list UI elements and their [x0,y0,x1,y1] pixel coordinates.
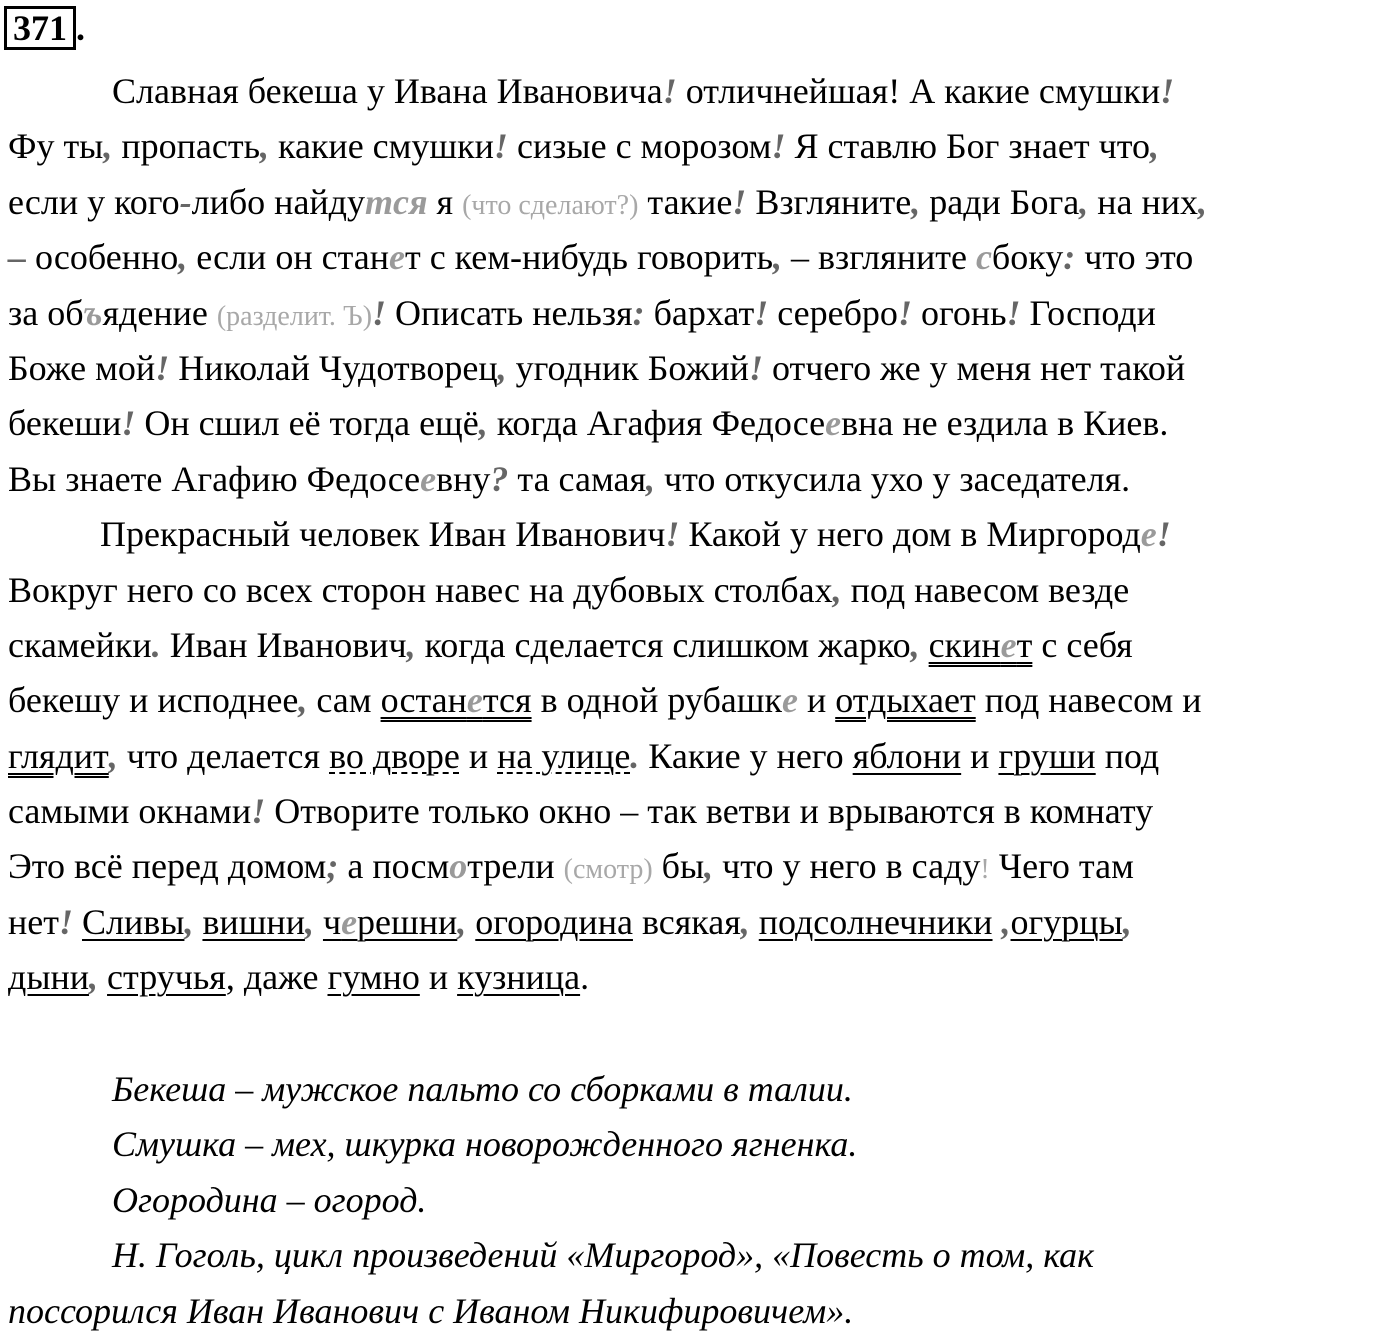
inserted-punctuation: , [740,901,750,942]
inserted-punctuation: , [1122,901,1132,942]
predicate-underline: глядит [8,735,109,776]
inserted-letter: е [466,680,483,721]
text-fragment: ядение [102,292,217,333]
inserted-letter: е [388,237,405,278]
text-fragment: какие смушки [269,126,494,167]
text-fragment: за об [8,292,84,333]
exercise-number [4,6,85,50]
text-fragment: Чего там [989,846,1134,887]
text-fragment: либо найду [191,181,365,222]
source-citation: Н. Гоголь, цикл произведений «Миргород», «Повесть о том, как [112,1235,1094,1276]
text-fragment: Славная бекеша у Ивана Ивановича [112,71,663,111]
inserted-punctuation: , [1149,126,1159,167]
text-fragment: что делается [117,735,330,776]
text-fragment: и [459,735,498,776]
text-fragment: Я ставлю Бог знает что [785,126,1150,167]
text-fragment: Это всё перед домом [8,846,327,887]
text-fragment: нет [8,901,59,942]
text-fragment: вна не ездила в Киев. [841,403,1169,444]
inserted-punctuation: ! [121,403,136,444]
inserted-letter: е [1000,624,1017,665]
subject-underline: кузница [457,957,581,998]
text-fragment [73,902,82,942]
text-fragment: самыми окнами [8,791,252,832]
inserted-punctuation: , [478,403,488,444]
inserted-punctuation: , [298,680,308,721]
inserted-punctuation: . [630,735,640,776]
text-line [8,396,1398,451]
text-fragment: Описать нельзя [386,292,633,333]
inserted-punctuation: , [1079,181,1089,222]
subject-underline: вишни [202,901,305,942]
text-line [8,286,1398,341]
text-fragment: я [427,181,463,222]
inserted-punctuation: , [704,846,714,887]
note-line: Огородина – огород. [112,1179,427,1220]
inserted-punctuation: ! [251,791,266,832]
predicate-underline [381,680,532,720]
subject-underline: гумно [327,957,420,998]
subject-underline: подсолнечники [758,901,993,942]
inserted-punctuation: , [184,901,194,942]
inserted-punctuation: ! [1006,292,1021,333]
text-fragment: Иван Иванович [160,624,407,665]
text-fragment [98,957,107,997]
subject-underline: дыни [8,957,90,998]
text-fragment: под навесом везде [841,569,1130,610]
text-fragment: если у кого [8,181,180,222]
text-line [8,895,1398,950]
note-line: Бекеша – мужское пальто со сборками в талии. [112,1069,853,1109]
text-fragment: Фу ты [8,126,104,167]
text-fragment: Вокруг него со всех сторон навес на дубовых столбах [8,569,833,610]
text-fragment: – взгляните [782,237,976,278]
text-fragment [466,902,475,942]
inserted-punctuation: ! [1160,71,1175,111]
inserted-punctuation: : [632,292,645,333]
text-fragment: решни [357,901,458,942]
text-line [8,839,1398,894]
inserted-punctuation: , [304,901,314,942]
inserted-punctuation: ! [748,347,763,388]
inserted-punctuation: ! [754,292,769,333]
inserted-punctuation: , [89,957,99,998]
text-line [8,950,1398,1005]
text-fragment: боку [991,237,1064,278]
subject-underline: Сливы [82,901,185,942]
text-fragment: угодник Божий [506,347,749,388]
text-fragment: если он стан [187,237,389,278]
inserted-punctuation: , [646,458,656,499]
text-fragment: и [797,680,836,721]
text-fragment: Какой у него дом в Миргород [679,514,1141,555]
text-fragment: Николай Чудотворец [169,347,498,388]
inserted-punctuation: , [103,126,113,167]
text-fragment: Боже мой [8,347,156,388]
text-fragment: трели [467,846,564,887]
grammar-hint: (смотр) [563,854,653,886]
inserted-letter: е [341,901,358,942]
inserted-punctuation: ? [490,458,509,499]
text-line [8,341,1398,396]
text-fragment: с себя [1032,624,1133,665]
text-fragment: ч [322,901,342,942]
predicate-underline [929,625,1033,665]
vocabulary-notes [8,1062,1398,1339]
inserted-punctuation: : [1063,237,1076,278]
inserted-punctuation: ! [493,126,508,167]
text-fragment: скин [928,624,1001,665]
text-line [8,175,1398,230]
inserted-punctuation: , [497,347,507,388]
inserted-punctuation: – [8,237,26,278]
inserted-punctuation: ! [732,181,747,222]
text-fragment: вну [436,458,491,499]
inserted-punctuation: , [910,624,920,665]
text-fragment: Вы знаете Агафию Федосе [8,458,421,499]
text-fragment: остан [380,680,467,721]
text-fragment: сам [307,680,381,721]
inserted-punctuation: , [406,624,416,665]
inserted-letter: тся [365,181,428,222]
text-fragment: в одной рубашк [531,680,782,721]
text-fragment: пропасть [112,126,261,167]
text-fragment: Взгляните [746,181,912,222]
inserted-punctuation: ! [897,292,912,333]
inserted-letter: е [420,458,437,499]
text-fragment: сизые с морозом [507,126,772,167]
text-fragment: и [961,735,999,776]
text-fragment: огонь [911,292,1007,333]
inserted-punctuation: , [832,569,842,610]
inserted-punctuation: , [457,901,467,942]
subject-underline: яблони [852,735,962,776]
text-line [8,230,1398,285]
subject-underline [323,902,457,942]
subject-underline: груши [998,735,1096,776]
text-fragment: Он сшил её тогда ещё [135,403,479,444]
text-fragment: скамейки [8,624,152,665]
inserted-punctuation: , [911,181,921,222]
text-fragment: Какие у него [639,735,853,776]
inserted-punctuation: , [773,237,783,278]
text-fragment: , даже [225,957,328,998]
inserted-letter: е [825,403,842,444]
inserted-punctuation: , [260,126,270,167]
text-fragment: под навесом и [975,680,1202,721]
text-line [8,563,1398,618]
text-fragment: бархат [644,292,755,333]
text-fragment: что у него в саду [713,846,981,887]
inserted-punctuation: ; [326,846,339,887]
text-fragment: . [580,957,590,998]
subject-underline: огородина [475,901,633,942]
text-fragment [314,902,323,942]
inserted-punctuation: , [1198,181,1208,222]
text-fragment: Господи [1020,292,1156,333]
text-fragment [750,902,759,942]
inserted-punctuation: ! [771,126,786,167]
adverbial-underline: на улице [497,735,631,776]
inserted-punctuation: - [179,181,192,222]
grammar-hint: (что сделают?) [462,189,639,221]
inserted-punctuation: , [108,735,118,776]
source-citation-continued: поссорился Иван Иванович с Иваном Никифировичем». [8,1290,854,1331]
inserted-punctuation: . [151,624,161,665]
text-fragment: бекеши [8,403,122,444]
text-line [8,729,1398,784]
subject-underline: стручья [107,957,226,998]
text-fragment: особенно [26,237,179,278]
text-line [8,784,1398,839]
note-line: Смушка – мех, шкурка новорожденного ягненка. [112,1124,858,1165]
text-fragment [920,625,929,665]
text-fragment: серебро [768,292,898,333]
text-line [8,452,1398,507]
text-fragment: под [1095,735,1160,776]
text-fragment: что это [1075,237,1194,278]
text-fragment: отличнейшая! А какие смушки [676,71,1161,111]
inserted-letter: е [1140,514,1157,555]
inserted-letter: с [975,237,992,278]
text-fragment: когда Агафия Федосе [487,403,826,444]
adverbial-underline: во дворе [329,735,460,776]
text-fragment: отчего же у меня нет такой [762,347,1186,388]
text-fragment: ради Бога [920,181,1080,222]
inserted-letter: е [781,680,798,721]
text-fragment: бы [652,846,705,887]
exercise-number-box: 371 [4,6,76,50]
text-fragment: что откусила ухо у заседателя. [655,458,1131,499]
inserted-letter: ъ [83,292,103,333]
text-fragment: Прекрасный человек Иван Иванович [100,514,666,555]
text-fragment: бекешу и исподнее [8,680,299,721]
text-fragment: а посм [338,846,450,887]
inserted-punctuation: ! [980,854,990,886]
text-line [8,119,1398,174]
text-line [8,618,1398,673]
text-line [8,507,1398,562]
grammar-hint: (разделит. Ъ) [216,300,373,332]
inserted-punctuation: ! [1156,514,1171,555]
inserted-punctuation: ! [662,71,677,111]
inserted-punctuation: , [992,901,1011,942]
text-line [8,673,1398,728]
text-fragment: когда сделается слишком жарко [415,624,911,665]
subject-underline: огурцы [1010,901,1123,942]
inserted-punctuation: ! [58,901,73,942]
inserted-punctuation: , [178,237,188,278]
text-fragment: на них [1088,181,1199,222]
exercise-text [8,64,1398,1006]
text-fragment: Отворите только окно – так ветви и врываются в комнату [265,791,1154,832]
text-fragment: т [1016,624,1033,665]
predicate-underline: отдыхает [835,680,976,721]
inserted-punctuation: ! [372,292,387,333]
text-fragment: и [419,957,458,998]
inserted-punctuation: ! [155,347,170,388]
inserted-letter: о [449,846,468,887]
text-fragment: такие [638,181,733,222]
text-line [8,64,1398,119]
text-fragment: всякая [632,901,741,942]
text-fragment: тся [482,680,532,721]
exercise-number-dot: . [76,8,85,48]
text-fragment: т с кем-нибудь говорить [404,237,774,278]
text-fragment: та самая [508,458,647,499]
inserted-punctuation: ! [665,514,680,555]
